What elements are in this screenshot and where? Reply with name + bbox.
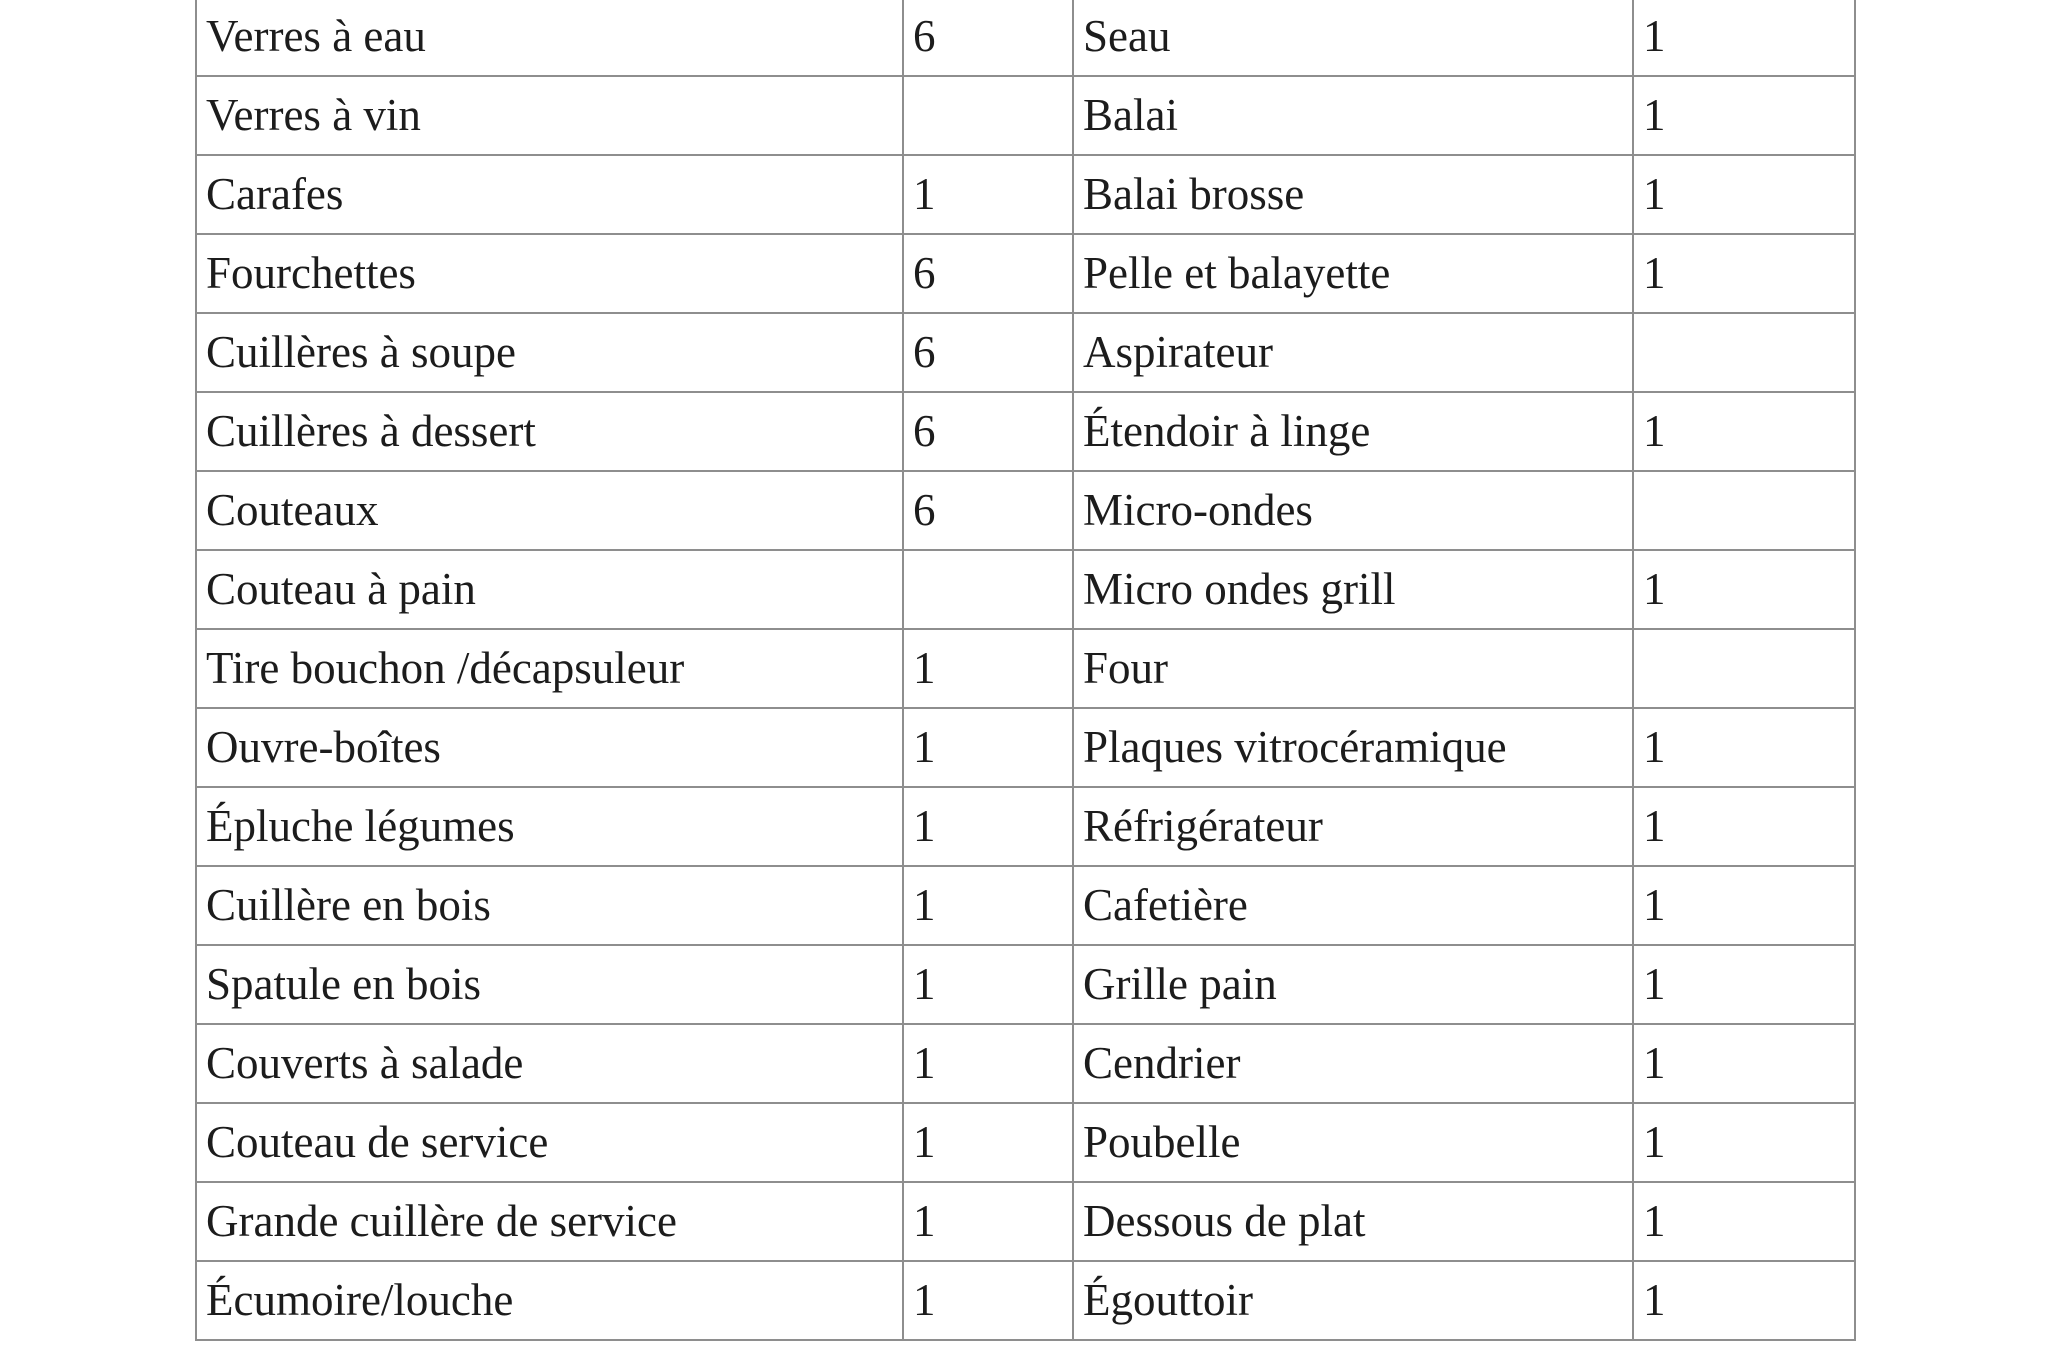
table-row	[196, 945, 1855, 1024]
right-item-cell: Plaques vitrocéramique	[1073, 708, 1633, 787]
right-item-cell: Seau	[1073, 0, 1633, 76]
left-item-cell: Tire bouchon /décapsuleur	[196, 629, 903, 708]
left-item-cell: Grande cuillère de service	[196, 1182, 903, 1261]
left-item-cell: Carafes	[196, 155, 903, 234]
left-qty-cell: 1	[903, 1103, 1073, 1182]
document-page	[195, 0, 1856, 1341]
table-row	[196, 1182, 1855, 1261]
right-item-cell: Micro-ondes	[1073, 471, 1633, 550]
right-item-cell: Grille pain	[1073, 945, 1633, 1024]
left-qty-cell: 1	[903, 945, 1073, 1024]
left-qty-cell: 6	[903, 234, 1073, 313]
right-qty-cell: 1	[1633, 1182, 1855, 1261]
left-qty-cell: 1	[903, 866, 1073, 945]
right-qty-cell: 1	[1633, 76, 1855, 155]
right-item-cell: Cafetière	[1073, 866, 1633, 945]
right-item-cell: Four	[1073, 629, 1633, 708]
right-item-cell: Cendrier	[1073, 1024, 1633, 1103]
right-qty-cell: 1	[1633, 787, 1855, 866]
left-qty-cell: 6	[903, 313, 1073, 392]
left-qty-cell: 6	[903, 392, 1073, 471]
right-qty-cell: 1	[1633, 550, 1855, 629]
table-row	[196, 1024, 1855, 1103]
left-item-cell: Couteau de service	[196, 1103, 903, 1182]
table-row	[196, 155, 1855, 234]
left-qty-cell: 1	[903, 1182, 1073, 1261]
right-item-cell: Poubelle	[1073, 1103, 1633, 1182]
right-item-cell: Pelle et balayette	[1073, 234, 1633, 313]
left-item-cell: Spatule en bois	[196, 945, 903, 1024]
left-item-cell: Fourchettes	[196, 234, 903, 313]
right-qty-cell: 1	[1633, 1261, 1855, 1340]
right-qty-cell: 1	[1633, 945, 1855, 1024]
right-qty-cell: 1	[1633, 234, 1855, 313]
left-item-cell: Couteaux	[196, 471, 903, 550]
table-row	[196, 392, 1855, 471]
right-item-cell: Balai brosse	[1073, 155, 1633, 234]
left-qty-cell: 6	[903, 471, 1073, 550]
table-row	[196, 0, 1855, 76]
right-item-cell: Micro ondes grill	[1073, 550, 1633, 629]
table-row	[196, 234, 1855, 313]
right-item-cell: Balai	[1073, 76, 1633, 155]
left-qty-cell: 1	[903, 629, 1073, 708]
table-row	[196, 629, 1855, 708]
table-row	[196, 471, 1855, 550]
left-item-cell: Cuillères à dessert	[196, 392, 903, 471]
right-qty-cell: 1	[1633, 866, 1855, 945]
table-row	[196, 76, 1855, 155]
left-qty-cell: 1	[903, 787, 1073, 866]
left-item-cell: Cuillères à soupe	[196, 313, 903, 392]
left-qty-cell: 1	[903, 708, 1073, 787]
left-qty-cell: 1	[903, 1261, 1073, 1340]
table-row	[196, 1103, 1855, 1182]
right-item-cell: Étendoir à linge	[1073, 392, 1633, 471]
right-qty-cell: 1	[1633, 392, 1855, 471]
left-item-cell: Ouvre-boîtes	[196, 708, 903, 787]
inventory-table-body	[196, 0, 1855, 1340]
right-qty-cell: 1	[1633, 1024, 1855, 1103]
table-row	[196, 866, 1855, 945]
left-qty-cell	[903, 550, 1073, 629]
left-qty-cell: 1	[903, 155, 1073, 234]
left-qty-cell: 1	[903, 1024, 1073, 1103]
table-row	[196, 1261, 1855, 1340]
right-item-cell: Réfrigérateur	[1073, 787, 1633, 866]
table-row	[196, 787, 1855, 866]
table-row	[196, 550, 1855, 629]
right-item-cell: Dessous de plat	[1073, 1182, 1633, 1261]
left-qty-cell: 6	[903, 0, 1073, 76]
right-qty-cell	[1633, 471, 1855, 550]
right-qty-cell	[1633, 313, 1855, 392]
right-qty-cell: 1	[1633, 155, 1855, 234]
right-qty-cell: 1	[1633, 1103, 1855, 1182]
right-item-cell: Aspirateur	[1073, 313, 1633, 392]
inventory-table	[195, 0, 1856, 1341]
right-qty-cell	[1633, 629, 1855, 708]
left-item-cell: Verres à vin	[196, 76, 903, 155]
left-item-cell: Écumoire/louche	[196, 1261, 903, 1340]
left-item-cell: Couteau à pain	[196, 550, 903, 629]
left-item-cell: Cuillère en bois	[196, 866, 903, 945]
right-qty-cell: 1	[1633, 0, 1855, 76]
right-qty-cell: 1	[1633, 708, 1855, 787]
table-row	[196, 708, 1855, 787]
left-item-cell: Verres à eau	[196, 0, 903, 76]
left-item-cell: Épluche légumes	[196, 787, 903, 866]
table-row	[196, 313, 1855, 392]
left-qty-cell	[903, 76, 1073, 155]
right-item-cell: Égouttoir	[1073, 1261, 1633, 1340]
left-item-cell: Couverts à salade	[196, 1024, 903, 1103]
